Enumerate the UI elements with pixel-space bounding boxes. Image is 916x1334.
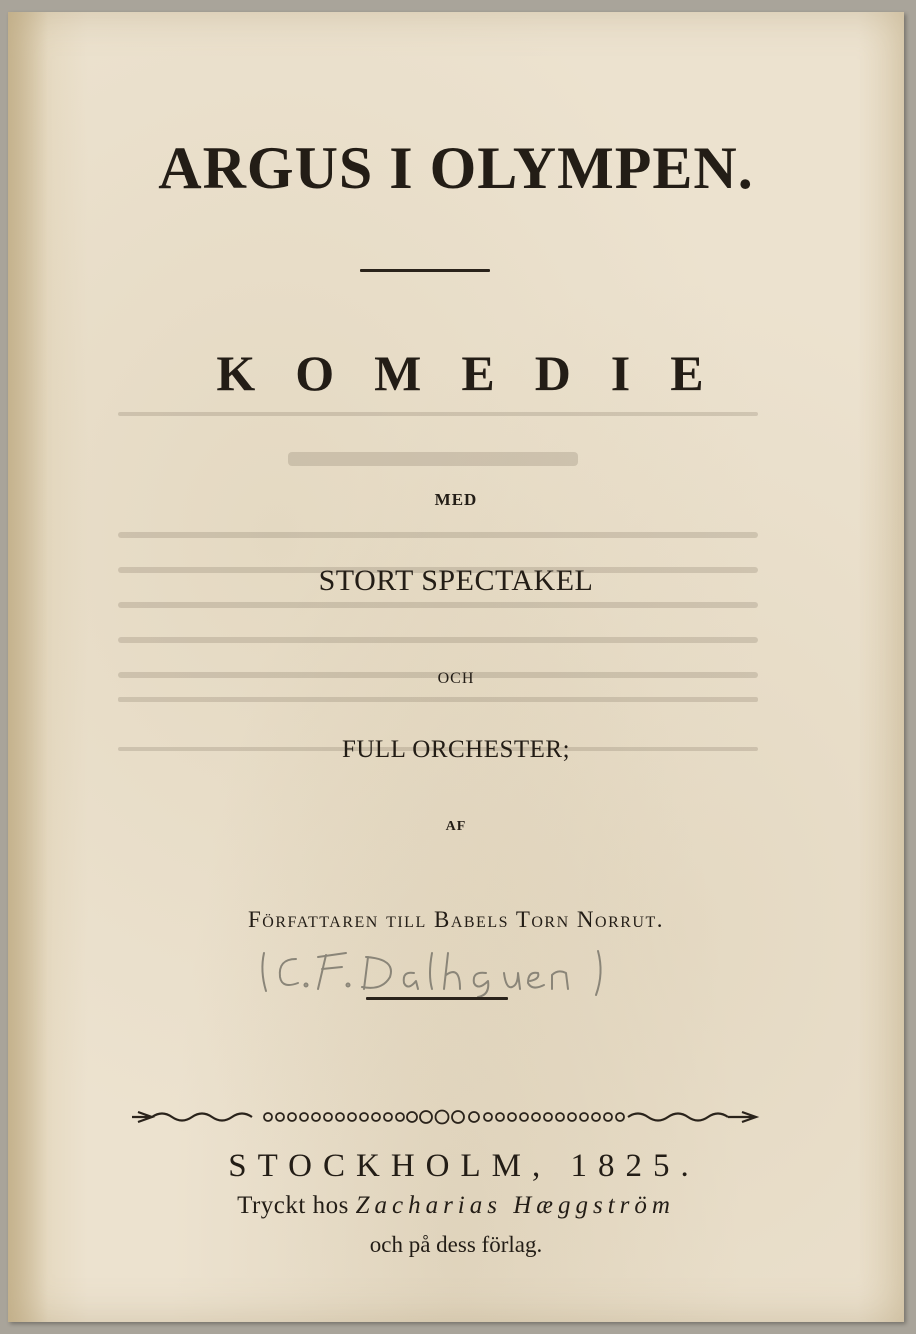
with-text: MED [434, 490, 478, 509]
title-page [8, 12, 904, 1322]
spine-shadow [8, 12, 48, 1322]
title-divider [360, 269, 490, 272]
and-text: OCH [437, 670, 475, 687]
author-divider [366, 997, 508, 1000]
printer-prefix: Tryckt hos [237, 1192, 349, 1219]
book-title: ARGUS I OLYMPEN. [158, 135, 754, 201]
genre-heading: KOMEDIE [216, 345, 744, 401]
place-and-year: STOCKHOLM, 1825. [228, 1148, 700, 1184]
ornamental-rule [128, 1106, 760, 1128]
orchestra-text: FULL ORCHESTER; [341, 736, 571, 763]
printer-name: Zacharias Hæggström [355, 1192, 675, 1219]
author-line: Författaren till Babels Torn Norrut. [248, 907, 664, 932]
by-text: AF [445, 819, 467, 834]
pencil-attribution-signature [256, 945, 636, 997]
spectacle-text: STORT SPECTAKEL [318, 564, 594, 597]
publisher-line: och på dess förlag. [369, 1232, 543, 1257]
printer-line [8, 1192, 904, 1220]
